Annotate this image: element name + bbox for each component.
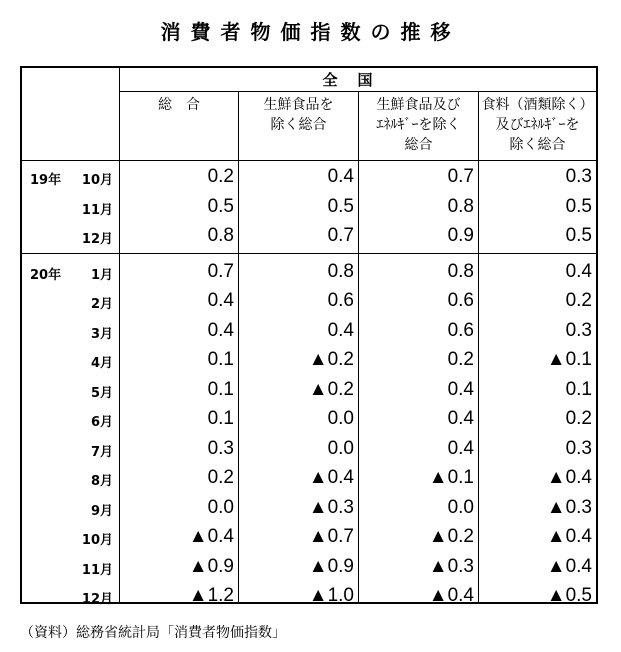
table-cell: 0.1 bbox=[207, 408, 234, 429]
table-cell: 0.4 bbox=[447, 437, 474, 459]
row-label bbox=[22, 345, 119, 375]
row-label bbox=[22, 375, 119, 405]
table-cell: 0.8 bbox=[447, 260, 474, 282]
table-cell: ▲0.4 bbox=[308, 467, 354, 488]
page-title: 消費者物価指数の推移 bbox=[160, 20, 461, 44]
table-cell: 0.1 bbox=[207, 349, 234, 370]
table-cell: 0.8 bbox=[207, 225, 234, 246]
table-cell: ▲0.4 bbox=[188, 526, 234, 547]
table-cell: 0.6 bbox=[327, 290, 354, 311]
table-cell: 0.4 bbox=[207, 290, 234, 311]
table-cell: ▲1.2 bbox=[188, 585, 234, 606]
row-label bbox=[22, 581, 119, 611]
table-cell: 0.3 bbox=[565, 319, 592, 341]
table-cell: 0.7 bbox=[327, 225, 354, 246]
table-cell: 0.4 bbox=[327, 319, 354, 341]
table-cell: 0.6 bbox=[447, 290, 474, 311]
table-cell: ▲0.1 bbox=[546, 349, 592, 370]
row-label bbox=[22, 552, 119, 582]
table-cell: 0.9 bbox=[447, 225, 474, 246]
table-cell: 0.4 bbox=[207, 319, 234, 341]
cpi-table bbox=[20, 66, 598, 607]
table-cell: 0.8 bbox=[327, 260, 354, 282]
row-year: 20年 bbox=[30, 267, 62, 283]
table-cell: 0.6 bbox=[447, 319, 474, 341]
source-note: （資料）総務省統計局「消費者物価指数」 bbox=[20, 625, 286, 641]
row-label bbox=[22, 221, 119, 251]
table-cell: 0.2 bbox=[207, 467, 234, 488]
table-cell: 0.5 bbox=[565, 195, 592, 217]
table-cell: 0.5 bbox=[565, 225, 592, 246]
table-cell: 0.4 bbox=[447, 408, 474, 429]
table-cell: 0.5 bbox=[207, 195, 234, 217]
table-cell: ▲0.2 bbox=[308, 349, 354, 370]
row-month: 9月 bbox=[90, 503, 113, 519]
row-month: 12月 bbox=[81, 232, 113, 247]
table-cell: ▲0.3 bbox=[308, 496, 354, 518]
table-cell: 0.4 bbox=[447, 378, 474, 400]
column-header: 食料（酒類除く） 及びｴﾈﾙｷﾞｰを 除く総合 bbox=[481, 97, 594, 153]
table-cell: 0.4 bbox=[327, 166, 354, 187]
table-cell: ▲0.4 bbox=[428, 585, 474, 606]
table-cell: 0.0 bbox=[327, 408, 354, 429]
header-divider bbox=[22, 160, 596, 161]
table-cell: 0.5 bbox=[327, 195, 354, 217]
row-label bbox=[22, 463, 119, 493]
table-cell: ▲0.1 bbox=[428, 467, 474, 488]
table-cell: 0.0 bbox=[207, 496, 234, 518]
row-label bbox=[22, 493, 119, 523]
row-label bbox=[22, 286, 119, 316]
table-cell: 0.7 bbox=[207, 260, 234, 282]
table-cell: 0.2 bbox=[565, 408, 592, 429]
row-month: 10月 bbox=[81, 533, 113, 548]
table-cell: 0.1 bbox=[207, 378, 234, 400]
table-cell: ▲0.2 bbox=[308, 378, 354, 400]
row-month: 5月 bbox=[90, 385, 113, 401]
row-month: 1月 bbox=[90, 267, 113, 283]
table-cell: ▲0.4 bbox=[546, 526, 592, 547]
table-cell: 0.4 bbox=[565, 260, 592, 282]
table-cell: 0.1 bbox=[565, 378, 592, 400]
row-label bbox=[22, 162, 119, 192]
table-cell: 0.2 bbox=[565, 290, 592, 311]
table-cell: ▲1.0 bbox=[308, 585, 354, 606]
table-cell: ▲0.4 bbox=[546, 467, 592, 488]
row-month: 2月 bbox=[90, 297, 113, 312]
row-label bbox=[22, 404, 119, 434]
row-month: 8月 bbox=[90, 474, 113, 489]
column-header: 総 合 bbox=[158, 97, 200, 113]
table-cell: 0.3 bbox=[565, 166, 592, 187]
column-header: 生鮮食品及び ｴﾈﾙｷﾞｰを除く 総合 bbox=[376, 97, 461, 153]
row-label bbox=[22, 522, 119, 552]
row-month: 10月 bbox=[81, 173, 113, 188]
table-cell: ▲0.2 bbox=[428, 526, 474, 547]
table-grid bbox=[22, 68, 596, 607]
row-year: 19年 bbox=[30, 173, 62, 188]
row-month: 12月 bbox=[81, 592, 113, 607]
row-month: 11月 bbox=[81, 202, 113, 218]
row-month: 4月 bbox=[90, 356, 113, 371]
table-cell: 0.8 bbox=[447, 195, 474, 217]
row-label bbox=[22, 434, 119, 464]
row-month: 11月 bbox=[81, 562, 113, 578]
table-cell: 0.3 bbox=[565, 437, 592, 459]
row-label bbox=[22, 316, 119, 346]
table-cell: 0.0 bbox=[327, 437, 354, 459]
row-label bbox=[22, 257, 119, 287]
table-cell: 0.0 bbox=[447, 496, 474, 518]
table-cell: ▲0.3 bbox=[546, 496, 592, 518]
column-header: 生鮮食品を 除く総合 bbox=[263, 97, 334, 133]
table-cell: 0.2 bbox=[447, 349, 474, 370]
table-cell: ▲0.4 bbox=[546, 555, 592, 577]
table-cell: ▲0.3 bbox=[428, 555, 474, 577]
table-cell: ▲0.9 bbox=[308, 555, 354, 577]
row-month: 6月 bbox=[90, 415, 113, 430]
row-label bbox=[22, 192, 119, 222]
table-cell: ▲0.7 bbox=[308, 526, 354, 547]
table-cell: ▲0.5 bbox=[546, 585, 592, 606]
group-header: 全国 bbox=[322, 71, 393, 89]
table-cell: 0.2 bbox=[207, 166, 234, 187]
year-divider bbox=[22, 253, 596, 254]
table-cell: 0.7 bbox=[447, 166, 474, 187]
table-cell: ▲0.9 bbox=[188, 555, 234, 577]
table-cell: 0.3 bbox=[207, 437, 234, 459]
row-month: 3月 bbox=[90, 326, 113, 342]
row-month: 7月 bbox=[90, 444, 113, 460]
